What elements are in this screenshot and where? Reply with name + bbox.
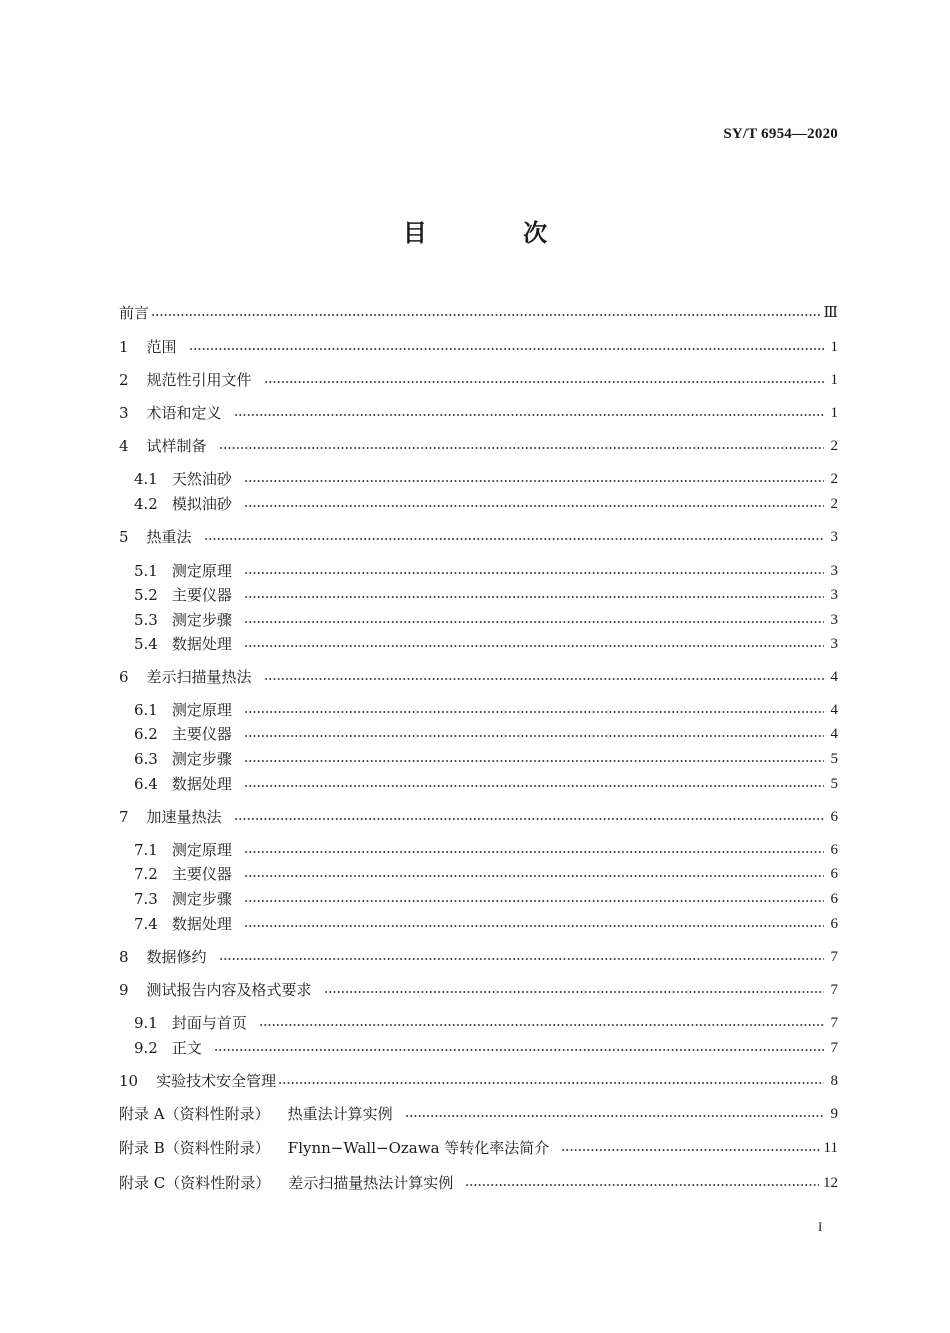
toc-entry[interactable]: [134, 699, 838, 721]
toc-entry-page: 6: [830, 866, 838, 882]
toc-entry-label: 封面与首页: [171, 1014, 247, 1032]
page-number: I: [818, 1219, 823, 1234]
toc-entry-number: 5.2: [134, 586, 158, 604]
toc-entry-label: 规范性引用文件: [146, 371, 252, 389]
toc-entry[interactable]: [119, 1070, 838, 1092]
toc-entry-label: 数据处理: [171, 635, 232, 653]
toc-entry-page: 1: [830, 339, 838, 355]
toc-leader-dots: [244, 478, 824, 484]
toc-entry-label: 测定原理: [171, 841, 232, 859]
toc-entry[interactable]: [134, 1012, 838, 1034]
toc-entry-page: 6: [830, 842, 838, 858]
toc-entry-label: 主要仪器: [171, 865, 232, 883]
toc-entry-page: 5: [830, 776, 838, 792]
toc-entry-number: 6.3: [134, 750, 158, 768]
toc-entry[interactable]: [119, 806, 838, 828]
toc-entry-label: 数据处理: [171, 775, 232, 793]
toc-entry[interactable]: [134, 748, 838, 770]
toc-entry-page: 6: [830, 891, 838, 907]
toc-entry[interactable]: [134, 493, 838, 515]
toc-entry-label: 测定原理: [171, 562, 232, 580]
toc-entry-number: 附录 A（资料性附录）: [119, 1105, 270, 1123]
toc-entry-page: 2: [830, 438, 838, 454]
toc-leader-dots: [244, 570, 824, 576]
toc-entry-label: 加速量热法: [146, 808, 222, 826]
toc-entry[interactable]: [134, 723, 838, 745]
toc-entry-number: 4.2: [134, 495, 158, 513]
toc-entry-page: 3: [830, 636, 838, 652]
toc-leader-dots: [244, 873, 824, 879]
toc-entry[interactable]: [134, 863, 838, 885]
toc-entry-number: 3: [119, 404, 129, 422]
toc-entry[interactable]: [119, 369, 838, 391]
toc-entry-number: 5: [119, 528, 129, 546]
toc-entry-page: 2: [830, 496, 838, 512]
toc-entry-number: 7.1: [134, 841, 158, 859]
toc-entry[interactable]: [119, 302, 838, 324]
toc-entry-label: 热重法: [146, 528, 192, 546]
toc-entry-page: 4: [830, 726, 838, 742]
toc-entry[interactable]: [134, 839, 838, 861]
toc-leader-dots: [244, 619, 824, 625]
toc-entry-label: 测定步骤: [171, 750, 232, 768]
toc-entry[interactable]: [134, 1037, 838, 1059]
toc-leader-dots: [324, 989, 824, 995]
toc-entry[interactable]: [134, 888, 838, 910]
toc-entry[interactable]: [119, 435, 838, 457]
toc-entry-label: 试样制备: [146, 437, 207, 455]
toc-entry-number: 7.4: [134, 915, 158, 933]
toc-leader-dots: [264, 676, 824, 682]
toc-entry-label: 实验技术安全管理: [156, 1072, 277, 1090]
toc-entry-number: 8: [119, 948, 129, 966]
toc-entry[interactable]: [134, 584, 838, 606]
toc-entry-label: 前言: [119, 304, 150, 322]
toc-entry-number: 7.3: [134, 890, 158, 908]
standard-number: SY/T 6954—2020: [723, 126, 838, 142]
toc-entry[interactable]: [119, 336, 838, 358]
toc-entry-page: 3: [830, 587, 838, 603]
toc-entry[interactable]: [119, 666, 838, 688]
toc-entry-page: 1: [830, 405, 838, 421]
toc-leader-dots: [244, 758, 824, 764]
page-title: 目 次: [402, 219, 592, 247]
toc-leader-dots: [214, 1047, 824, 1053]
toc-leader-dots: [244, 923, 824, 929]
toc-entry-label: 热重法计算实例: [287, 1105, 393, 1123]
toc-leader-dots: [264, 379, 824, 385]
toc-entry-number: 6.4: [134, 775, 158, 793]
toc-entry-label: 主要仪器: [171, 586, 232, 604]
toc-entry[interactable]: [119, 979, 838, 1001]
toc-entry-number: 10: [119, 1072, 139, 1090]
toc-leader-dots: [278, 1080, 824, 1086]
toc-leader-dots: [561, 1147, 819, 1153]
toc-entry[interactable]: [119, 1172, 838, 1194]
toc-entry[interactable]: [119, 1103, 838, 1125]
toc-leader-dots: [244, 594, 824, 600]
toc-entry-number: 1: [119, 338, 129, 356]
toc-entry-label: 范围: [146, 338, 177, 356]
toc-leader-dots: [151, 312, 820, 318]
toc-entry-page: 8: [830, 1073, 838, 1089]
toc-entry-page: 7: [830, 949, 838, 965]
toc-entry-number: 5.3: [134, 611, 158, 629]
toc-entry-label: 测定步骤: [171, 611, 232, 629]
toc-entry-number: 5.1: [134, 562, 158, 580]
toc-entry-number: 7.2: [134, 865, 158, 883]
toc-entry-number: 4.1: [134, 470, 158, 488]
toc-entry-number: 附录 B（资料性附录）: [119, 1139, 270, 1157]
toc-entry-page: 3: [830, 612, 838, 628]
toc-entry[interactable]: [134, 633, 838, 655]
toc-entry-page: 7: [830, 1040, 838, 1056]
toc-entry-label: 主要仪器: [171, 725, 232, 743]
toc-entry-number: 7: [119, 808, 129, 826]
toc-leader-dots: [244, 643, 824, 649]
toc-entry-label: 模拟油砂: [171, 495, 232, 513]
toc-entry-label: Flynn−Wall−Ozawa 等转化率法简介: [287, 1139, 550, 1157]
toc-entry-page: 9: [830, 1106, 838, 1122]
toc-entry-number: 2: [119, 371, 129, 389]
toc-entry[interactable]: [119, 402, 838, 424]
toc-entry-page: 7: [830, 1015, 838, 1031]
toc-leader-dots: [189, 346, 824, 352]
toc-entry-label: 差示扫描量热法: [146, 668, 252, 686]
toc-entry-number: 5.4: [134, 635, 158, 653]
toc-entry[interactable]: [134, 913, 838, 935]
toc-entry-number: 4: [119, 437, 129, 455]
toc-entry-label: 数据处理: [171, 915, 232, 933]
toc-entry-page: 12: [823, 1175, 838, 1191]
toc-entry-page: 6: [830, 809, 838, 825]
toc-entry-page: 4: [830, 669, 838, 685]
toc-entry-label: 测定步骤: [171, 890, 232, 908]
toc-leader-dots: [244, 783, 824, 789]
toc-entry-label: 天然油砂: [171, 470, 232, 488]
toc-leader-dots: [244, 898, 824, 904]
toc-entry-page: 5: [830, 751, 838, 767]
toc-entry[interactable]: [134, 560, 838, 582]
toc-leader-dots: [244, 733, 824, 739]
toc-leader-dots: [219, 956, 824, 962]
toc-entry[interactable]: [134, 773, 838, 795]
toc-entry-number: 附录 C（资料性附录）: [119, 1174, 271, 1192]
toc-entry-number: 9.2: [134, 1039, 158, 1057]
toc-leader-dots: [244, 709, 824, 715]
toc-entry-label: 数据修约: [146, 948, 207, 966]
toc-leader-dots: [234, 816, 824, 822]
toc-entry-label: 测试报告内容及格式要求: [146, 981, 312, 999]
toc-leader-dots: [405, 1113, 824, 1119]
toc-leader-dots: [259, 1022, 824, 1028]
toc-entry-page: 2: [830, 471, 838, 487]
toc-leader-dots: [204, 536, 824, 542]
toc-entry[interactable]: [134, 609, 838, 631]
toc-leader-dots: [234, 412, 824, 418]
toc-entry-page: Ⅲ: [823, 305, 838, 321]
toc-entry-number: 9: [119, 981, 129, 999]
toc-entry-page: 6: [830, 916, 838, 932]
toc-entry-page: 4: [830, 702, 838, 718]
toc-entry-label: 正文: [171, 1039, 202, 1057]
toc-entry-page: 3: [830, 529, 838, 545]
toc-entry[interactable]: [119, 946, 838, 968]
toc-entry-number: 6.1: [134, 701, 158, 719]
toc-leader-dots: [219, 445, 824, 451]
toc-entry[interactable]: [119, 526, 838, 548]
toc-entry-page: 7: [830, 982, 838, 998]
toc-entry-label: 差示扫描量热法计算实例: [288, 1174, 454, 1192]
toc-entry-page: 11: [823, 1140, 838, 1156]
toc-entry-number: 6: [119, 668, 129, 686]
toc-entry[interactable]: [119, 1137, 838, 1159]
toc-entry-number: 6.2: [134, 725, 158, 743]
toc-entry-page: 3: [830, 563, 838, 579]
toc-entry-page: 1: [830, 372, 838, 388]
toc-leader-dots: [244, 849, 824, 855]
toc-entry-number: 9.1: [134, 1014, 158, 1032]
toc-entry-label: 测定原理: [171, 701, 232, 719]
toc-entry-label: 术语和定义: [146, 404, 222, 422]
toc-leader-dots: [244, 503, 824, 509]
toc-entry[interactable]: [134, 468, 838, 490]
toc-leader-dots: [465, 1182, 819, 1188]
